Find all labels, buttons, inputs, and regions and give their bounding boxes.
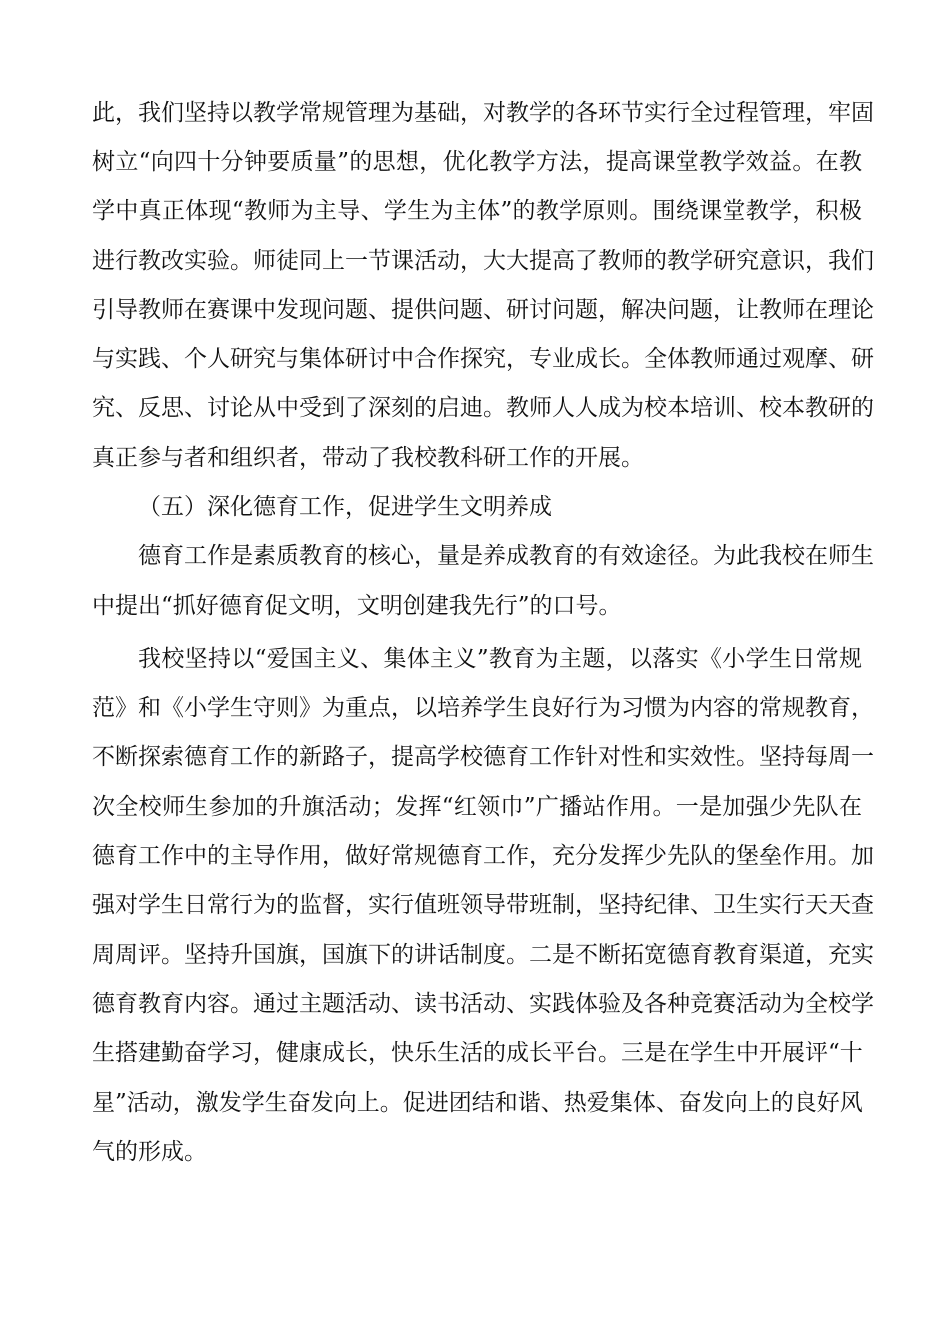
paragraph-1-line: 与实践、个人研究与集体研讨中合作探究，专业成长。全体教师通过观摩、研 [92,346,874,372]
paragraph-1-line: 究、反思、讨论从中受到了深刻的启迪。教师人人成为校本培训、校本教研的 [92,395,874,421]
paragraph-3-line: 我校坚持以“爱国主义、集体主义”教育为主题，以落实《小学生日常规 [138,646,862,672]
paragraph-2-line: 德育工作是素质教育的核心，量是养成教育的有效途径。为此我校在师生 [138,543,874,569]
paragraph-3-line: 范》和《小学生守则》为重点，以培养学生良好行为习惯为内容的常规教育， [92,695,874,721]
paragraph-1-line: 此，我们坚持以教学常规管理为基础，对教学的各环节实行全过程管理，牢固 [92,100,874,126]
section-heading: （五）深化德育工作，促进学生文明养成 [138,494,552,520]
paragraph-1-line: 真正参与者和组织者，带动了我校教科研工作的开展。 [92,445,644,471]
paragraph-3-line: 德育教育内容。通过主题活动、读书活动、实践体验及各种竞赛活动为全校学 [92,991,874,1017]
paragraph-3-line: 生搭建勤奋学习，健康成长，快乐生活的成长平台。三是在学生中开展评“十 [92,1040,863,1066]
paragraph-1-line: 树立“向四十分钟要质量”的思想，优化教学方法，提高课堂教学效益。在教 [92,149,862,175]
paragraph-3-line: 周周评。坚持升国旗，国旗下的讲话制度。二是不断拓宽德育教育渠道，充实 [92,942,874,968]
paragraph-2-line: 中提出“抓好德育促文明，文明创建我先行”的口号。 [92,593,622,619]
paragraph-3-line: 强对学生日常行为的监督，实行值班领导带班制，坚持纪律、卫生实行天天查 [92,892,874,918]
paragraph-1-line: 进行教改实验。师徒同上一节课活动，大大提高了教师的教学研究意识，我们 [92,248,874,274]
paragraph-3-line: 不断探索德育工作的新路子，提高学校德育工作针对性和实效性。坚持每周一 [92,744,874,770]
paragraph-3-line: 次全校师生参加的升旗活动；发挥“红领巾”广播站作用。一是加强少先队在 [92,794,862,820]
paragraph-1-line: 引导教师在赛课中发现问题、提供问题、研讨问题，解决问题，让教师在理论 [92,297,874,323]
paragraph-3-line: 德育工作中的主导作用，做好常规德育工作，充分发挥少先队的堡垒作用。加 [92,843,874,869]
paragraph-3-line: 星”活动，激发学生奋发向上。促进团结和谐、热爱集体、奋发向上的良好风 [92,1090,863,1116]
paragraph-3-line: 气的形成。 [92,1139,207,1165]
paragraph-1-line: 学中真正体现“教师为主导、学生为主体”的教学原则。围绕课堂教学，积极 [92,198,862,224]
